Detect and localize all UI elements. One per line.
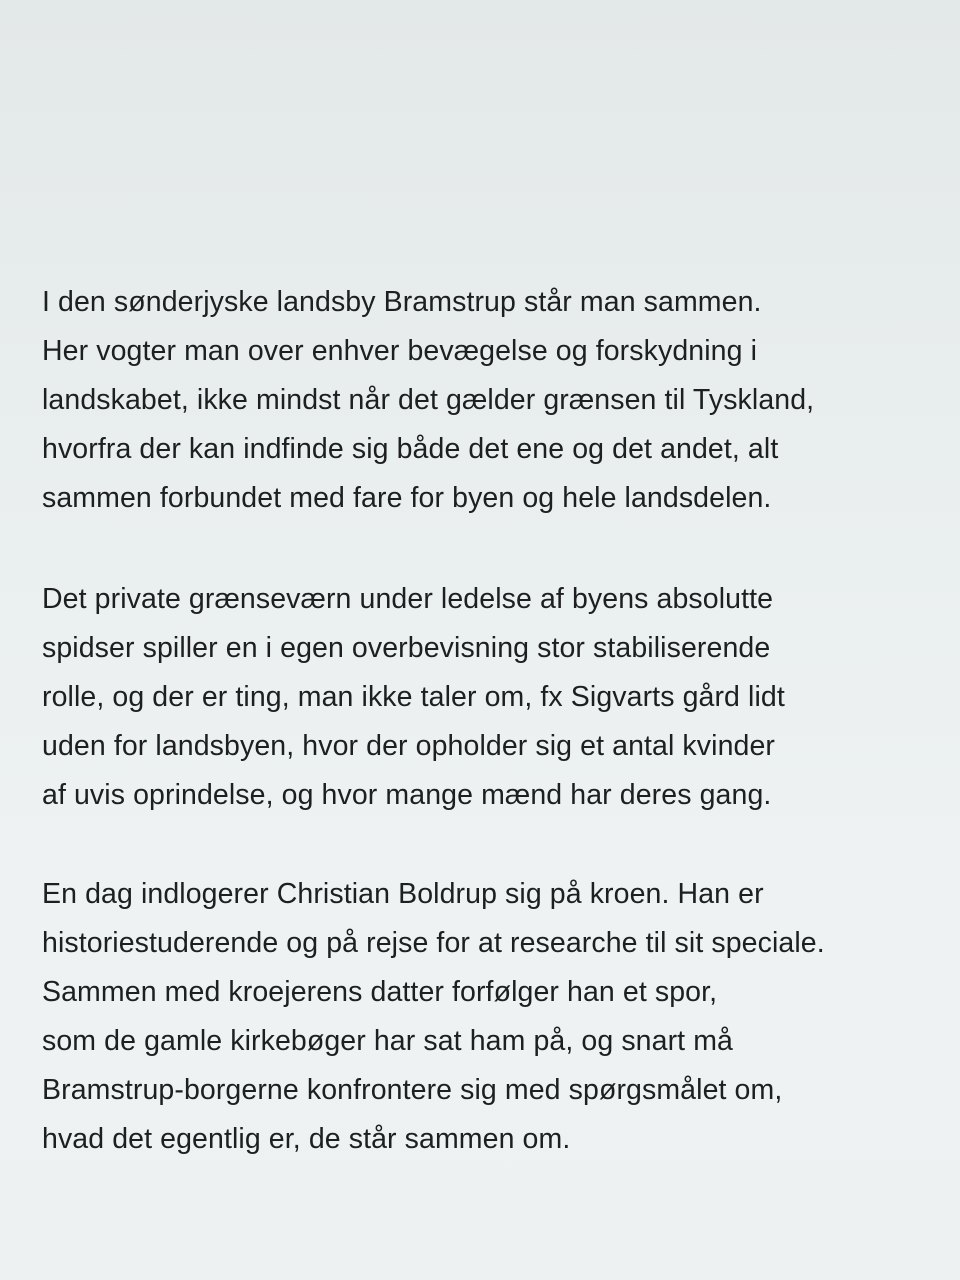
text-line: Det private grænseværn under ledelse af byens absolutte: [42, 583, 774, 615]
paragraph-christian-boldrup: [42, 870, 952, 1164]
text-line: Bramstrup-borgerne konfrontere sig med spørgsmålet om,: [42, 1074, 783, 1106]
text-line: Her vogter man over enhver bevægelse og forskydning i: [42, 335, 758, 367]
paragraph-border-guard: [42, 575, 952, 820]
text-line: I den sønderjyske landsby Bramstrup står man sammen.: [42, 286, 762, 318]
text-line: som de gamle kirkebøger har sat ham på, og snart må: [42, 1025, 733, 1057]
text-line: rolle, og der er ting, man ikke taler om, fx Sigvarts gård lidt: [42, 681, 785, 713]
text-line: hvorfra der kan indfinde sig både det ene og det andet, alt: [42, 433, 779, 465]
text-line: Sammen med kroejerens datter forfølger han et spor,: [42, 976, 718, 1008]
text-line: En dag indlogerer Christian Boldrup sig på kroen. Han er: [42, 878, 764, 910]
text-line: hvad det egentlig er, de står sammen om.: [42, 1123, 571, 1155]
text-line: uden for landsbyen, hvor der opholder sig et antal kvinder: [42, 730, 776, 762]
text-line: landskabet, ikke mindst når det gælder grænsen til Tyskland,: [42, 384, 815, 416]
text-line: sammen forbundet med fare for byen og hele landsdelen.: [42, 482, 772, 514]
paragraph-intro: [42, 278, 952, 523]
text-line: af uvis oprindelse, og hvor mange mænd har deres gang.: [42, 779, 772, 811]
text-line: historiestuderende og på rejse for at researche til sit speciale.: [42, 927, 825, 959]
text-line: spidser spiller en i egen overbevisning stor stabiliserende: [42, 632, 771, 664]
